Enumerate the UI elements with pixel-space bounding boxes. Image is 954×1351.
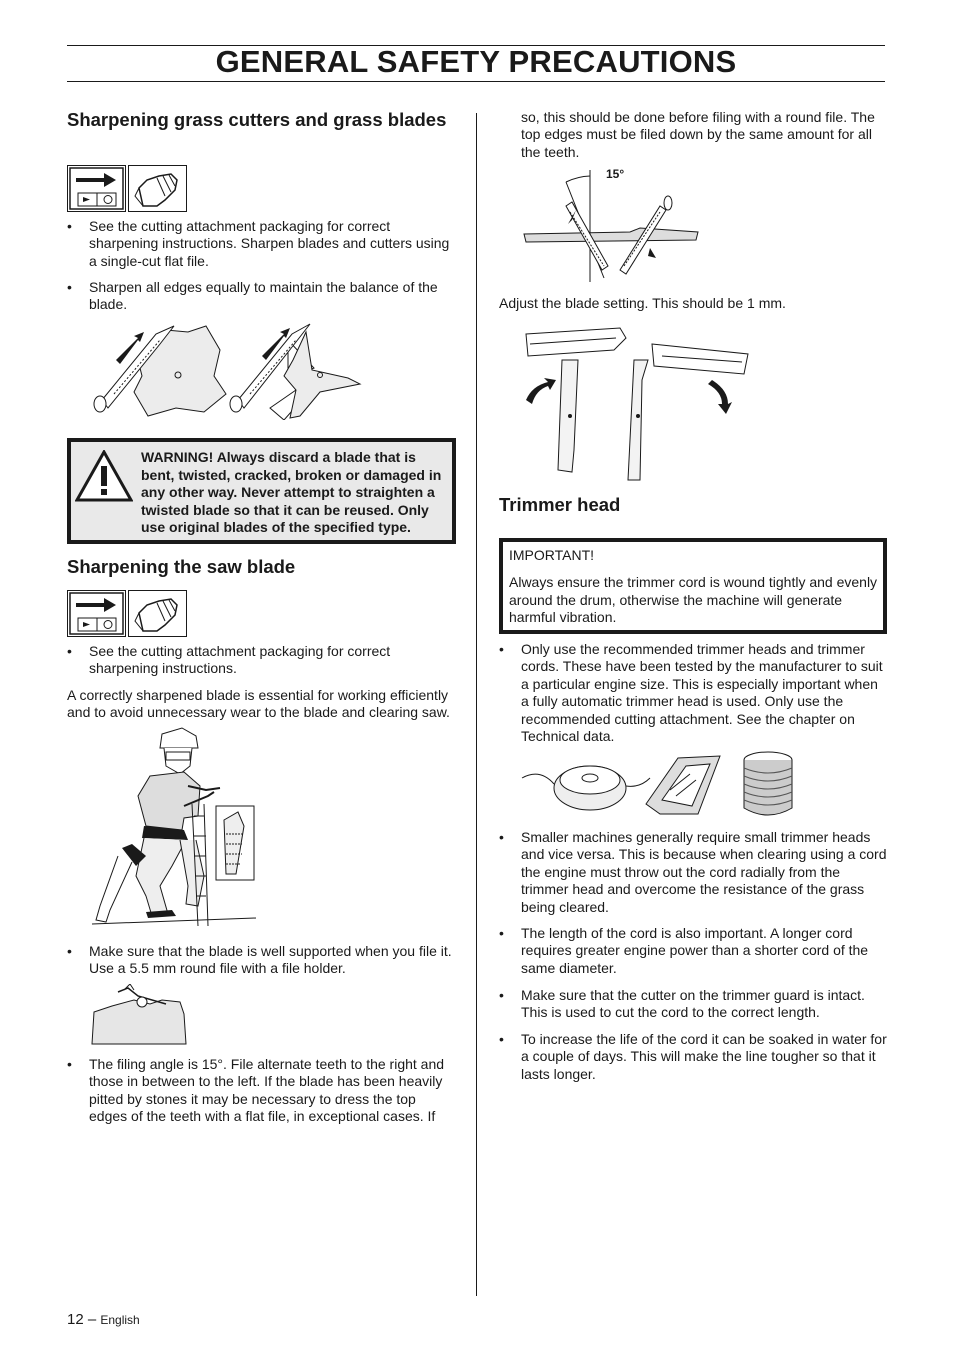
file-holder-illustration	[88, 984, 188, 1046]
warning-text: WARNING! Always discard a blade that is bent, twisted, cracked, broken or damaged in any other way. Never attempt to straighten a twisted blade so that it can be reused. Only use original blades of the specified type.	[141, 449, 442, 536]
bullet-cord-length: • The length of the cord is also important. A longer cord requires greater engine power than a shorter cord of the same diameter.	[499, 925, 887, 977]
trimmer-head-and-cord-illustration	[520, 748, 800, 820]
paragraph-sharpened-blade: A correctly sharpened blade is essential for working efficiently and to avoid unnecessary wear to the blade and clearing saw.	[67, 687, 450, 721]
read-manual-icon	[67, 165, 126, 212]
title-underline	[67, 81, 885, 82]
heading-sharpening-grass-cutters: Sharpening grass cutters and grass blades	[67, 109, 447, 130]
bullet-cutter-intact: • Make sure that the cutter on the trimmer guard is intact. This is used to cut the cord to the correct length.	[499, 987, 887, 1022]
important-title: IMPORTANT!	[509, 547, 595, 563]
column-divider	[476, 113, 477, 1296]
page-footer	[67, 1311, 140, 1328]
warning-triangle-icon	[75, 450, 133, 502]
heading-sharpening-saw-blade: Sharpening the saw blade	[67, 556, 296, 577]
continued-text: so, this should be done before filing with a round file. The top edges must be filed down by the same amount for all the teeth.	[521, 109, 875, 160]
warning-box	[67, 438, 456, 544]
important-text: Always ensure the trimmer cord is wound tightly and evenly around the drum, otherwise the machine will generate harmful vibration.	[509, 574, 878, 625]
bullet-recommended-heads: • Only use the recommended trimmer heads and trimmer cords. These have been tested by the manufacturer to suit a particular engine size. This is especially important when a fully automatic trimmer head is used. Only use the recommended cutting attachment. See the chapter on Technical data.	[499, 641, 887, 745]
gloves-icon	[128, 165, 187, 212]
heading-trimmer-head: Trimmer head	[499, 494, 621, 515]
blade-filing-illustration	[88, 320, 368, 420]
footer-language: English	[100, 1313, 140, 1327]
person-filing-blade-illustration	[88, 726, 258, 932]
angle-label: 15°	[606, 167, 625, 181]
page-number: 12 –	[67, 1311, 97, 1328]
filing-angle-diagram	[520, 166, 700, 284]
bullet-soak-cord: • To increase the life of the cord it can be soaked in water for a couple of days. This will make the line tougher so that it lasts longer.	[499, 1031, 887, 1083]
blade-setting-illustration	[522, 320, 750, 482]
read-manual-icon	[67, 590, 126, 637]
bullet-saw-packaging: • See the cutting attachment packaging for correct sharpening instructions.	[67, 643, 456, 678]
bullet-blade-supported: • Make sure that the blade is well supported when you file it. Use a 5.5 mm round file with a file holder.	[67, 943, 456, 978]
important-box	[499, 538, 887, 634]
bullet-smaller-machines: • Smaller machines generally require small trimmer heads and vice versa. This is because when clearing using a cord the engine must throw out the cord radially from the trimmer head and overcome the resistance of the grass being cleared.	[499, 829, 887, 916]
gloves-icon	[128, 590, 187, 637]
bullet-sharpen-edges: • Sharpen all edges equally to maintain the balance of the blade.	[67, 279, 456, 314]
bullet-filing-angle: • The filing angle is 15°. File alternate teeth to the right and those in between to the left. If the blade has been heavily pitted by stones it may be necessary to dress the top edges of the teeth with a flat file, in exceptional cases. If	[67, 1056, 456, 1126]
blade-setting-text: Adjust the blade setting. This should be 1 mm.	[499, 295, 786, 311]
bullet-packaging-instructions: • See the cutting attachment packaging for correct sharpening instructions. Sharpen blades and cutters using a single-cut flat file.	[67, 218, 456, 270]
page-title: GENERAL SAFETY PRECAUTIONS	[215, 44, 737, 79]
